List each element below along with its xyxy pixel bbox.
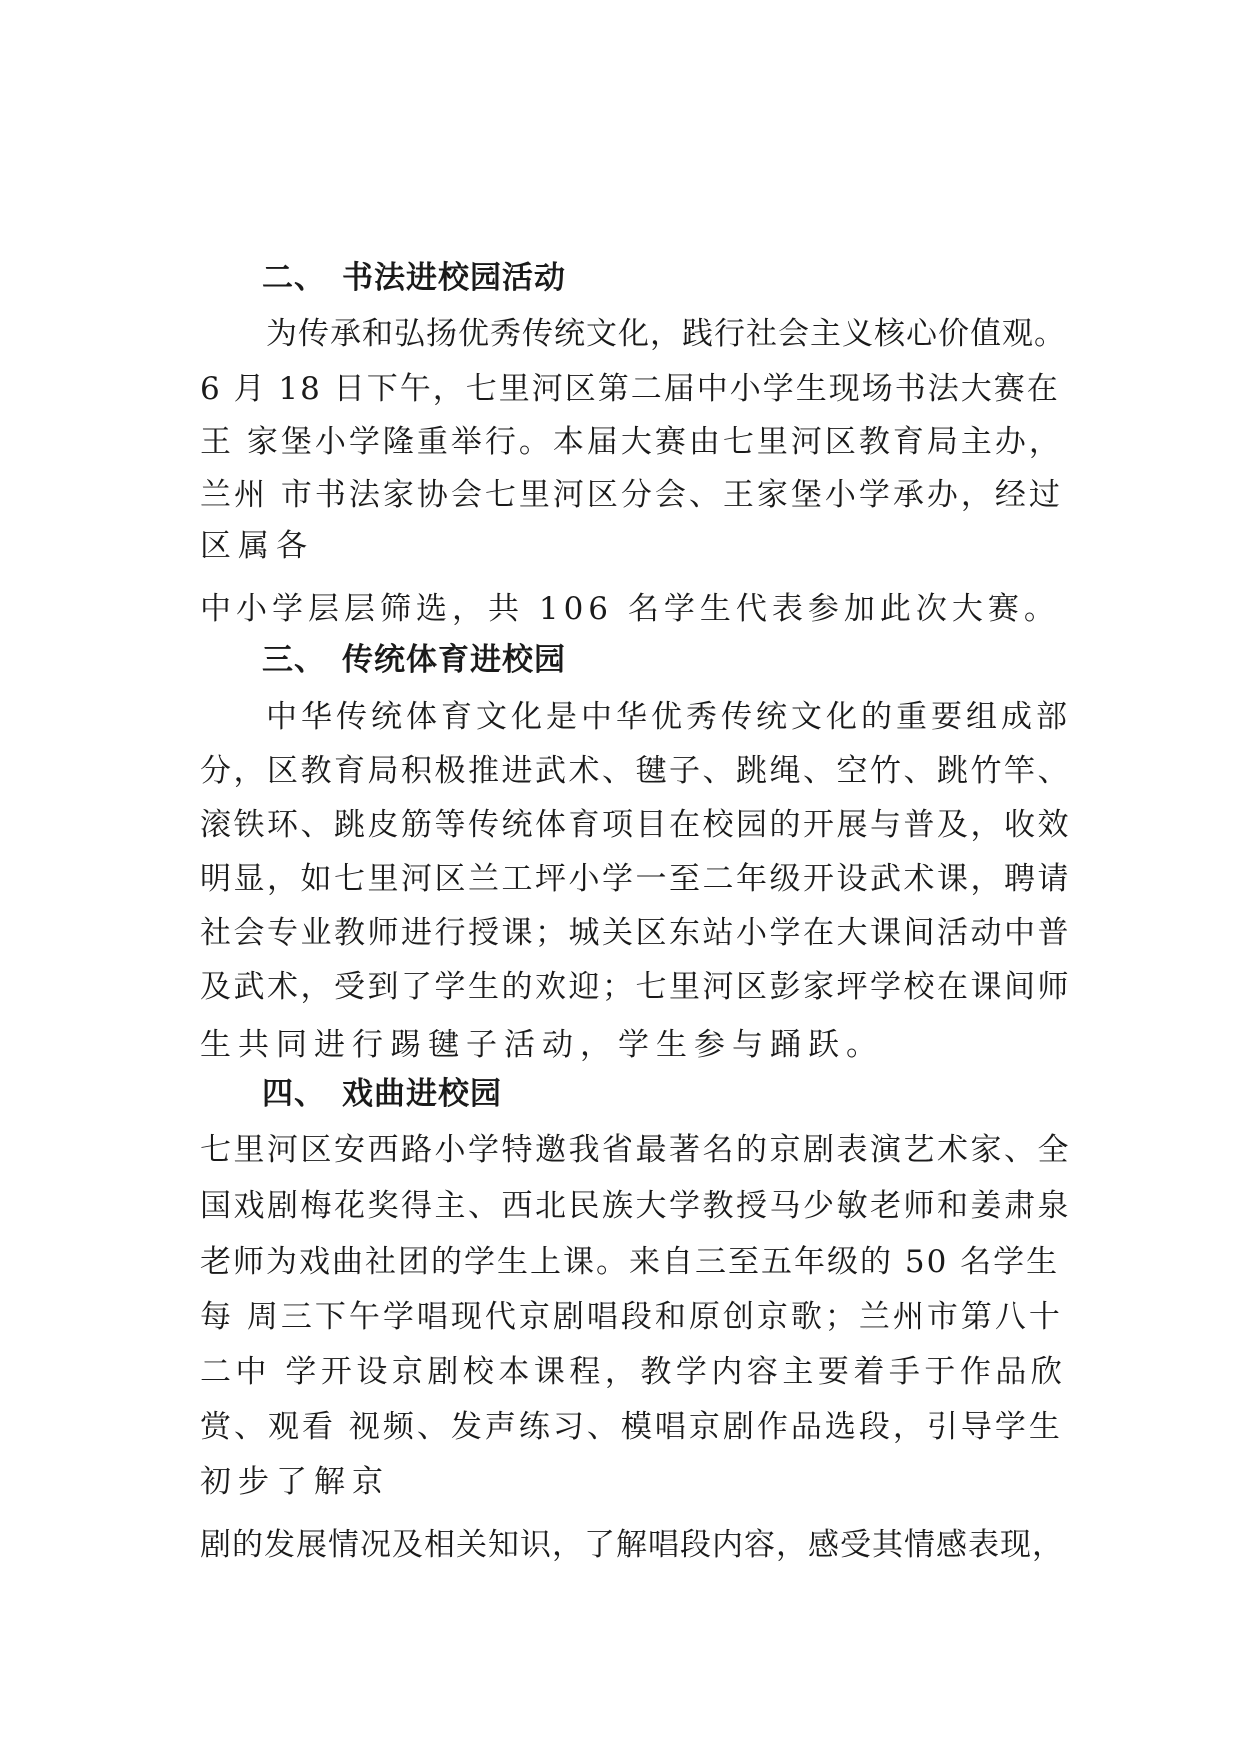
paragraph-line: 二中 学开设京剧校本课程，教学内容主要着手于作品欣 (200, 1354, 1067, 1390)
paragraph-line: 及武术，受到了学生的欢迎；七里河区彭家坪学校在课间师 (200, 969, 1071, 1005)
paragraph-line: 每 周三下午学唱现代京剧唱段和原创京歌；兰州市第八十 (200, 1299, 1063, 1335)
paragraph-line: 6 月 18 日下午，七里河区第二届中小学生现场书法大赛在 (200, 371, 1060, 407)
paragraph-line: 中小学层层筛选，共 106 名学生代表参加此次大赛。 (200, 591, 1060, 627)
paragraph-line: 国戏剧梅花奖得主、西北民族大学教授马少敏老师和姜肃泉 (200, 1188, 1071, 1224)
section-title: 传统体育进校园 (342, 642, 566, 678)
paragraph-line: 滚铁环、跳皮筋等传统体育项目在校园的开展与普及，收效 (200, 807, 1071, 843)
section-heading-calligraphy (262, 258, 566, 298)
paragraph-line: 王 家堡小学隆重举行。本届大赛由七里河区教育局主办， (200, 424, 1063, 460)
paragraph-line: 初步了解京 (200, 1464, 390, 1500)
section-title: 戏曲进校园 (342, 1076, 502, 1112)
section-number: 二、 (262, 260, 326, 296)
paragraph-line: 老师为戏曲社团的学生上课。来自三至五年级的 50 名学生 (200, 1244, 1060, 1280)
paragraph-line: 为传承和弘扬优秀传统文化，践行社会主义核心价值观。 (266, 316, 1066, 352)
paragraph-line: 中华传统体育文化是中华优秀传统文化的重要组成部 (266, 699, 1071, 735)
section-heading-opera (262, 1074, 502, 1114)
paragraph-line: 七里河区安西路小学特邀我省最著名的京剧表演艺术家、全 (200, 1132, 1071, 1168)
section-heading-sports (262, 640, 566, 680)
section-title: 书法进校园活动 (342, 260, 566, 296)
paragraph-line: 赏、观看 视频、发声练习、模唱京剧作品选段，引导学生 (200, 1409, 1063, 1445)
section-number: 三、 (262, 642, 326, 678)
paragraph-line: 分，区教育局积极推进武术、毽子、跳绳、空竹、跳竹竿、 (200, 753, 1071, 789)
paragraph-line: 明显，如七里河区兰工坪小学一至二年级开设武术课，聘请 (200, 861, 1071, 897)
paragraph-line: 社会专业教师进行授课；城关区东站小学在大课间活动中普 (200, 915, 1071, 951)
section-number: 四、 (262, 1076, 326, 1112)
paragraph-line: 生共同进行踢毽子活动，学生参与踊跃。 (200, 1027, 884, 1063)
paragraph-line: 兰州 市书法家协会七里河区分会、王家堡小学承办，经过 (200, 477, 1063, 513)
paragraph-line: 区属各 (200, 528, 314, 564)
paragraph-line: 剧的发展情况及相关知识，了解唱段内容，感受其情感表现， (200, 1527, 1064, 1563)
